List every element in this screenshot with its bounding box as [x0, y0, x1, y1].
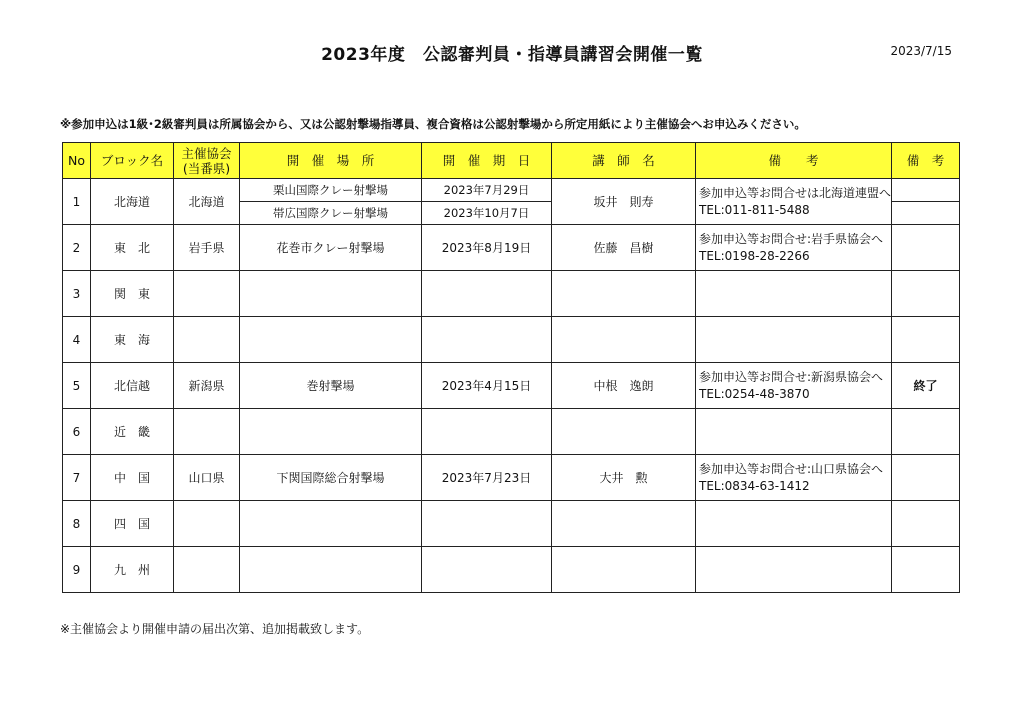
cell-remarks [696, 501, 892, 547]
header-host [174, 143, 240, 179]
cell-block: 四 国 [91, 501, 174, 547]
table-row [63, 409, 960, 455]
cell-host: 岩手県 [174, 225, 240, 271]
cell-venue: 帯広国際クレー射撃場 [240, 202, 422, 225]
cell-venue: 巻射撃場 [240, 363, 422, 409]
cell-venue [240, 501, 422, 547]
seminar-table [62, 142, 960, 593]
table-header-row [63, 143, 960, 179]
cell-no: 7 [63, 455, 91, 501]
cell-host [174, 547, 240, 593]
cell-venue [240, 271, 422, 317]
cell-remarks: 参加申込等お問合せ:新潟県協会へTEL:0254-48-3870 [696, 363, 892, 409]
cell-remarks [696, 409, 892, 455]
cell-no: 2 [63, 225, 91, 271]
cell-lecturer: 坂井 則寿 [552, 179, 696, 225]
cell-remarks2 [892, 271, 960, 317]
cell-remarks: 参加申込等お問合せ:岩手県協会へTEL:0198-28-2266 [696, 225, 892, 271]
header-host-line2: (当番県) [182, 160, 231, 176]
cell-remarks2 [892, 409, 960, 455]
header-remarks: 備 考 [696, 143, 892, 179]
cell-date: 2023年7月23日 [422, 455, 552, 501]
cell-host [174, 409, 240, 455]
cell-no: 9 [63, 547, 91, 593]
cell-remarks2 [892, 202, 960, 225]
cell-remarks: 参加申込等お問合せは北海道連盟へTEL:011-811-5488 [696, 179, 892, 225]
cell-lecturer [552, 501, 696, 547]
cell-no: 4 [63, 317, 91, 363]
cell-date: 2023年4月15日 [422, 363, 552, 409]
cell-host: 北海道 [174, 179, 240, 225]
cell-host [174, 317, 240, 363]
header-remarks2: 備 考 [892, 143, 960, 179]
cell-remarks: 参加申込等お問合せ:山口県協会へTEL:0834-63-1412 [696, 455, 892, 501]
cell-date: 2023年7月29日 [422, 179, 552, 202]
cell-remarks2 [892, 501, 960, 547]
header-block: ブロック名 [91, 143, 174, 179]
cell-remarks2: 終了 [892, 363, 960, 409]
cell-block: 北信越 [91, 363, 174, 409]
footer-note: ※主催協会より開催申請の届出次第、追加掲載致します。 [60, 622, 370, 636]
table-row [63, 363, 960, 409]
cell-remarks [696, 317, 892, 363]
cell-host [174, 501, 240, 547]
cell-host: 新潟県 [174, 363, 240, 409]
cell-venue [240, 409, 422, 455]
cell-date [422, 501, 552, 547]
cell-date [422, 409, 552, 455]
cell-no: 8 [63, 501, 91, 547]
cell-remarks2 [892, 225, 960, 271]
cell-remarks [696, 271, 892, 317]
cell-block: 東 北 [91, 225, 174, 271]
cell-block: 北海道 [91, 179, 174, 225]
cell-date [422, 271, 552, 317]
header-lecturer: 講 師 名 [552, 143, 696, 179]
header-venue: 開 催 場 所 [240, 143, 422, 179]
cell-remarks2 [892, 179, 960, 202]
cell-date [422, 317, 552, 363]
cell-venue [240, 547, 422, 593]
cell-lecturer [552, 317, 696, 363]
table-row [63, 271, 960, 317]
header-period: 開 催 期 日 [422, 143, 552, 179]
cell-no: 3 [63, 271, 91, 317]
document-date: 2023/7/15 [890, 44, 952, 58]
table-row [63, 317, 960, 363]
cell-block: 中 国 [91, 455, 174, 501]
cell-venue: 花巻市クレー射撃場 [240, 225, 422, 271]
cell-remarks2 [892, 455, 960, 501]
page-title: 2023年度 公認審判員・指導員講習会開催一覧 [321, 45, 703, 65]
cell-host [174, 271, 240, 317]
cell-lecturer: 大井 勲 [552, 455, 696, 501]
cell-no: 6 [63, 409, 91, 455]
application-notice: ※参加申込は1級･2級審判員は所属協会から、又は公認射撃場指導員、複合資格は公認射撃場から所定用紙により主催協会へお申込みください。 [60, 117, 806, 131]
cell-lecturer [552, 409, 696, 455]
cell-host: 山口県 [174, 455, 240, 501]
cell-lecturer: 中根 逸朗 [552, 363, 696, 409]
header-host-line1: 主催協会 [181, 145, 232, 161]
cell-remarks2 [892, 317, 960, 363]
cell-no: 5 [63, 363, 91, 409]
cell-venue: 栗山国際クレー射撃場 [240, 179, 422, 202]
cell-venue [240, 317, 422, 363]
cell-date: 2023年10月7日 [422, 202, 552, 225]
cell-date [422, 547, 552, 593]
cell-block: 関 東 [91, 271, 174, 317]
header-no: No [63, 143, 91, 179]
cell-block: 東 海 [91, 317, 174, 363]
cell-no: 1 [63, 179, 91, 225]
cell-remarks [696, 547, 892, 593]
cell-lecturer: 佐藤 昌樹 [552, 225, 696, 271]
cell-lecturer [552, 271, 696, 317]
cell-block: 近 畿 [91, 409, 174, 455]
cell-date: 2023年8月19日 [422, 225, 552, 271]
table-row [63, 225, 960, 271]
table-row [63, 547, 960, 593]
table-row [63, 455, 960, 501]
table-row [63, 501, 960, 547]
cell-remarks2 [892, 547, 960, 593]
cell-venue: 下関国際総合射撃場 [240, 455, 422, 501]
cell-block: 九 州 [91, 547, 174, 593]
table-row [63, 179, 960, 202]
cell-lecturer [552, 547, 696, 593]
